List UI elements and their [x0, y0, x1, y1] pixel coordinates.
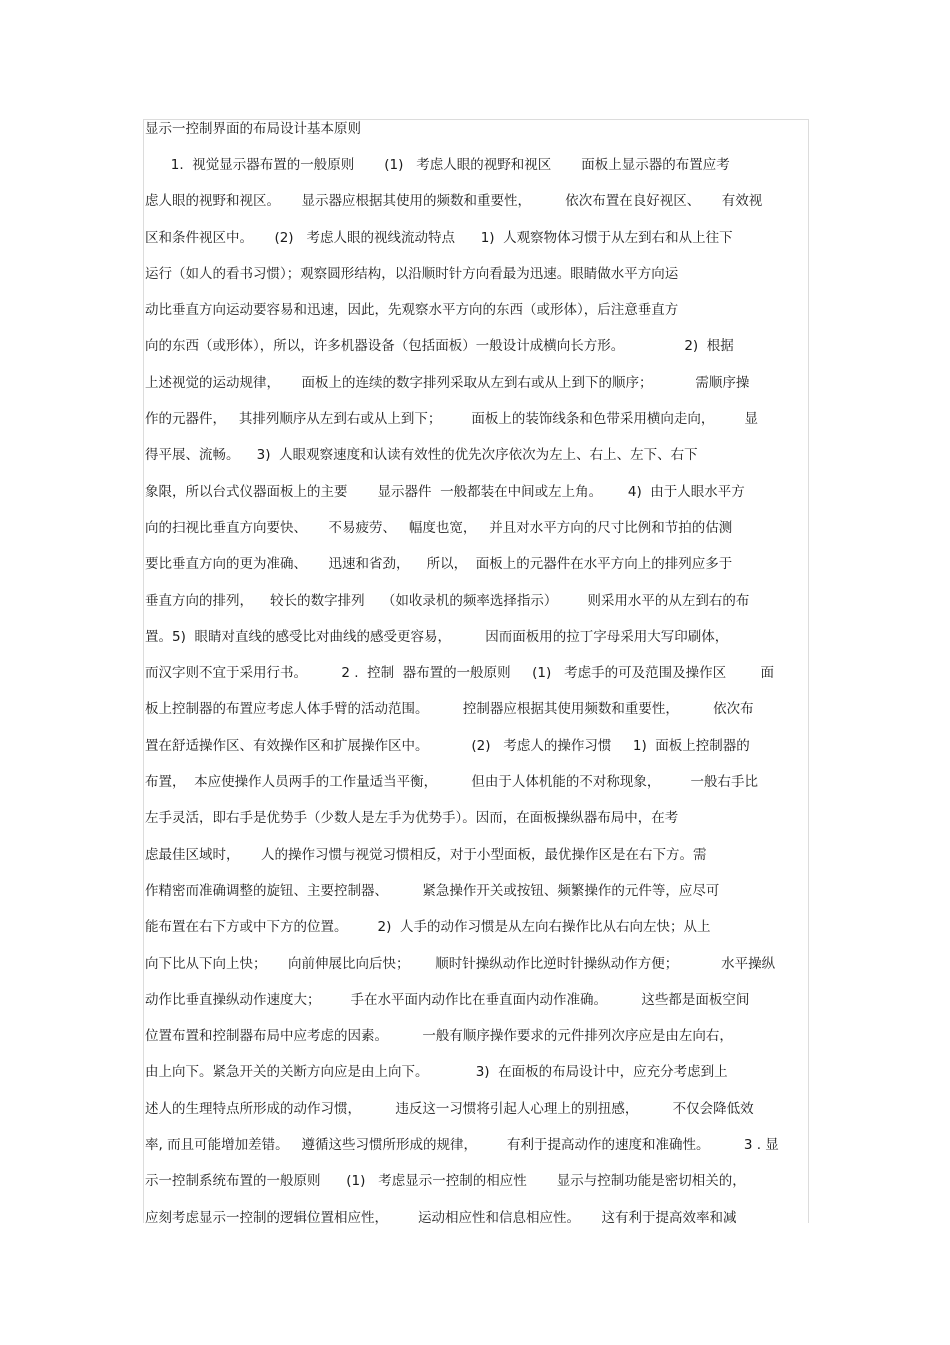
text-line: 1. 视觉显示器布置的一般原则 (1) 考虑人眼的视野和视区 面板上显示器的布置应考 — [145, 157, 730, 173]
text-line: 示一控制系统布置的一般原则 (1) 考虑显示一控制的相应性 显示与控制功能是密切相关的， — [145, 1173, 746, 1190]
text-line: 而汉字则不宜于采用行书。 2 . 控制 器布置的一般原则 (1) 考虑手的可及范围及操作区 面 — [145, 665, 774, 682]
text-line: 位置布置和控制器布局中应考虑的因素。 一般有顺序操作要求的元件排列次序应是由左向右， — [145, 1028, 733, 1045]
text-line: 运行（如人的看书习惯）；观察圆形结构，以沿顺时针方向看最为迅速。眼睛做水平方向运 — [145, 265, 679, 282]
text-line: 置在舒适操作区、有效操作区和扩展操作区中。 (2) 考虑人的操作习惯 1) 面板上控制器的 — [145, 737, 750, 754]
text-line: 置。5) 眼睛对直线的感受比对曲线的感受更容易， 因而面板用的拉丁字母采用大写印刷体， — [145, 628, 729, 645]
text-line: 作精密而准确调整的旋钮、主要控制器、 紧急操作开关或按钮、频繁操作的元件等，应尽可 — [145, 882, 720, 899]
text-line: 作的元器件， 其排列顺序从左到右或从上到下； 面板上的装饰线条和色带采用横向走向， 显 — [145, 411, 758, 428]
text-line: 率, 而且可能增加差错。 遵循这些习惯所形成的规律， 有利于提高动作的速度和准确性。 3 . 显 — [145, 1137, 779, 1154]
text-line: 板上控制器的布置应考虑人体手臂的活动范围。 控制器应根据其使用频数和重要性， 依次布 — [145, 701, 754, 718]
document-title: 显示一控制界面的布局设计基本原则 — [145, 121, 361, 137]
text-line: 动作比垂直操纵动作速度大； 手在水平面内动作比在垂直面内动作准确。 这些都是面板空间 — [145, 991, 750, 1008]
text-line: 上述视觉的运动规律， 面板上的连续的数字排列采取从左到右或从上到下的顺序； 需顺序操 — [145, 374, 750, 391]
text-line: 向下比从下向上快； 向前伸展比向后快； 顺时针操纵动作比逆时针操纵动作方便； 水平操纵 — [145, 955, 776, 972]
text-line: 动比垂直方向运动要容易和迅速，因此，先观察水平方向的东西（或形体），后注意垂直方 — [145, 302, 679, 319]
text-line: 向的东西（或形体），所以，许多机器设备（包括面板）一般设计成横向长方形。 2) 根据 — [145, 338, 734, 355]
text-line: 应刻考虑显示一控制的逻辑位置相应性， 运动相应性和信息相应性。 这有利于提高效率和减 — [145, 1209, 737, 1226]
text-line: 布置， 本应使操作人员两手的工作量适当平衡， 但由于人体机能的不对称现象， 一般右手比 — [145, 774, 758, 791]
document-body — [145, 155, 805, 1244]
text-line: 虑最佳区域时， 人的操作习惯与视觉习惯相反，对于小型面板，最优操作区是在右下方。需 — [145, 846, 707, 863]
text-line: 向的扫视比垂直方向要快、 不易疲劳、 幅度也宽， 并且对水平方向的尺寸比例和节拍的估测 — [145, 519, 733, 536]
text-line: 左手灵活，即右手是优势手（少数人是左手为优势手）。因而，在面板操纵器布局中，在考 — [145, 810, 679, 827]
text-line: 能布置在右下方或中下方的位置。 2) 人手的动作习惯是从左向右操作比从右向左快；从上 — [145, 919, 711, 936]
text-line: 虑人眼的视野和视区。 显示器应根据其使用的频数和重要性， 依次布置在良好视区、 有效视 — [145, 193, 763, 210]
text-line: 述人的生理特点所形成的动作习惯， 违反这一习惯将引起人心理上的别扭感， 不仅会降低效 — [145, 1100, 754, 1117]
text-line: 要比垂直方向的更为准确、 迅速和省劲， 所以， 面板上的元器件在水平方向上的排列应多于 — [145, 556, 733, 573]
text-line: 垂直方向的排列， 较长的数字排列 （如收录机的频率选择指示） 则采用水平的从左到右的布 — [145, 592, 750, 609]
text-line: 得平展、流畅。 3) 人眼观察速度和认读有效性的优先次序依次为左上、右上、左下、右下 — [145, 447, 698, 464]
text-line: 由上向下。紧急开关的关断方向应是由上向下。 3) 在面板的布局设计中，应充分考虑到上 — [145, 1064, 728, 1081]
text-line: 区和条件视区中。 (2) 考虑人眼的视线流动特点 1) 人观察物体习惯于从左到右和从上往下 — [145, 229, 733, 246]
text-line: 象限，所以台式仪器面板上的主要 显示器件 一般都装在中间或左上角。 4) 由于人眼水平方 — [145, 483, 745, 500]
